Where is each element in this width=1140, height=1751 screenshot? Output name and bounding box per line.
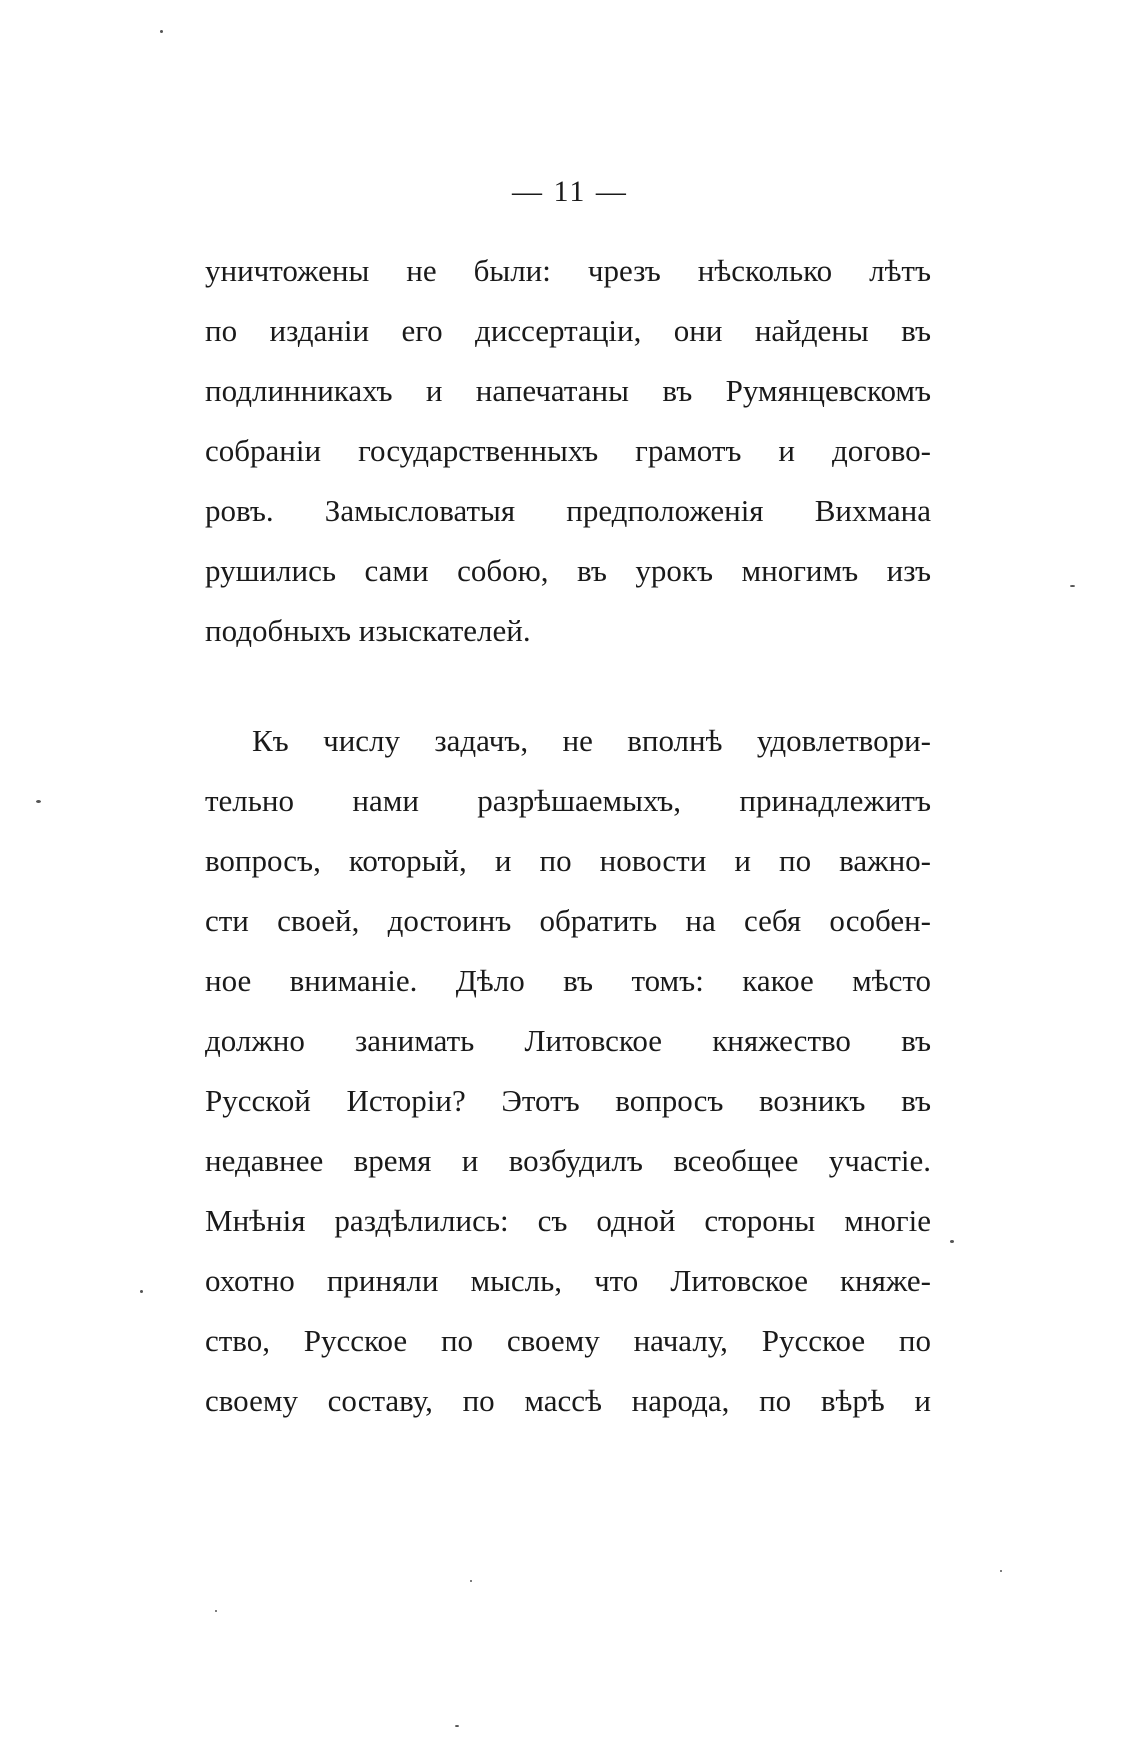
scan-speck <box>470 1580 472 1582</box>
paragraph-1 <box>205 241 931 661</box>
scan-speck <box>455 1725 459 1727</box>
text-line: сти своей, достоинъ обратить на себя особен- <box>205 903 931 938</box>
text-line: ство, Русское по своему началу, Русское по <box>205 1323 931 1358</box>
text-line: Къ числу задачъ, не вполнѣ удовлетвори- <box>252 723 931 758</box>
text-line: подобныхъ изыскателей. <box>205 613 531 648</box>
text-line: собраніи государственныхъ грамотъ и догово- <box>205 433 931 468</box>
scan-speck <box>1000 1570 1002 1572</box>
scan-speck <box>160 30 163 33</box>
text-line: Мнѣнія раздѣлились: съ одной стороны многіе <box>205 1203 931 1238</box>
scan-speck <box>950 1240 954 1243</box>
scan-speck <box>1070 585 1075 587</box>
scan-speck <box>215 1610 217 1612</box>
text-line: охотно приняли мысль, что Литовское княже- <box>205 1263 931 1298</box>
text-line: Русской Исторіи? Этотъ вопросъ возникъ въ <box>205 1083 931 1118</box>
text-line: вопросъ, который, и по новости и по важно- <box>205 843 931 878</box>
scan-speck <box>36 800 41 803</box>
text-line: недавнее время и возбудилъ всеобщее участіе. <box>205 1143 931 1178</box>
text-line: ное вниманіе. Дѣло въ томъ: какое мѣсто <box>205 963 931 998</box>
text-line: должно занимать Литовское княжество въ <box>205 1023 931 1058</box>
text-line: тельно нами разрѣшаемыхъ, принадлежитъ <box>205 783 931 818</box>
text-line: ровъ. Замысловатыя предположенія Вихмана <box>205 493 931 528</box>
text-line: уничтожены не были: чрезъ нѣсколько лѣтъ <box>205 253 931 288</box>
text-line: рушились сами собою, въ урокъ многимъ изъ <box>205 553 931 588</box>
text-line: по изданіи его диссертаціи, они найдены въ <box>205 313 931 348</box>
scan-speck <box>140 1290 143 1293</box>
page-number: — 11 — <box>512 175 628 208</box>
text-line: своему составу, по массѣ народа, по вѣрѣ и <box>205 1383 931 1418</box>
paragraph-2 <box>205 711 931 1431</box>
text-line: подлинникахъ и напечатаны въ Румянцевскомъ <box>205 373 931 408</box>
